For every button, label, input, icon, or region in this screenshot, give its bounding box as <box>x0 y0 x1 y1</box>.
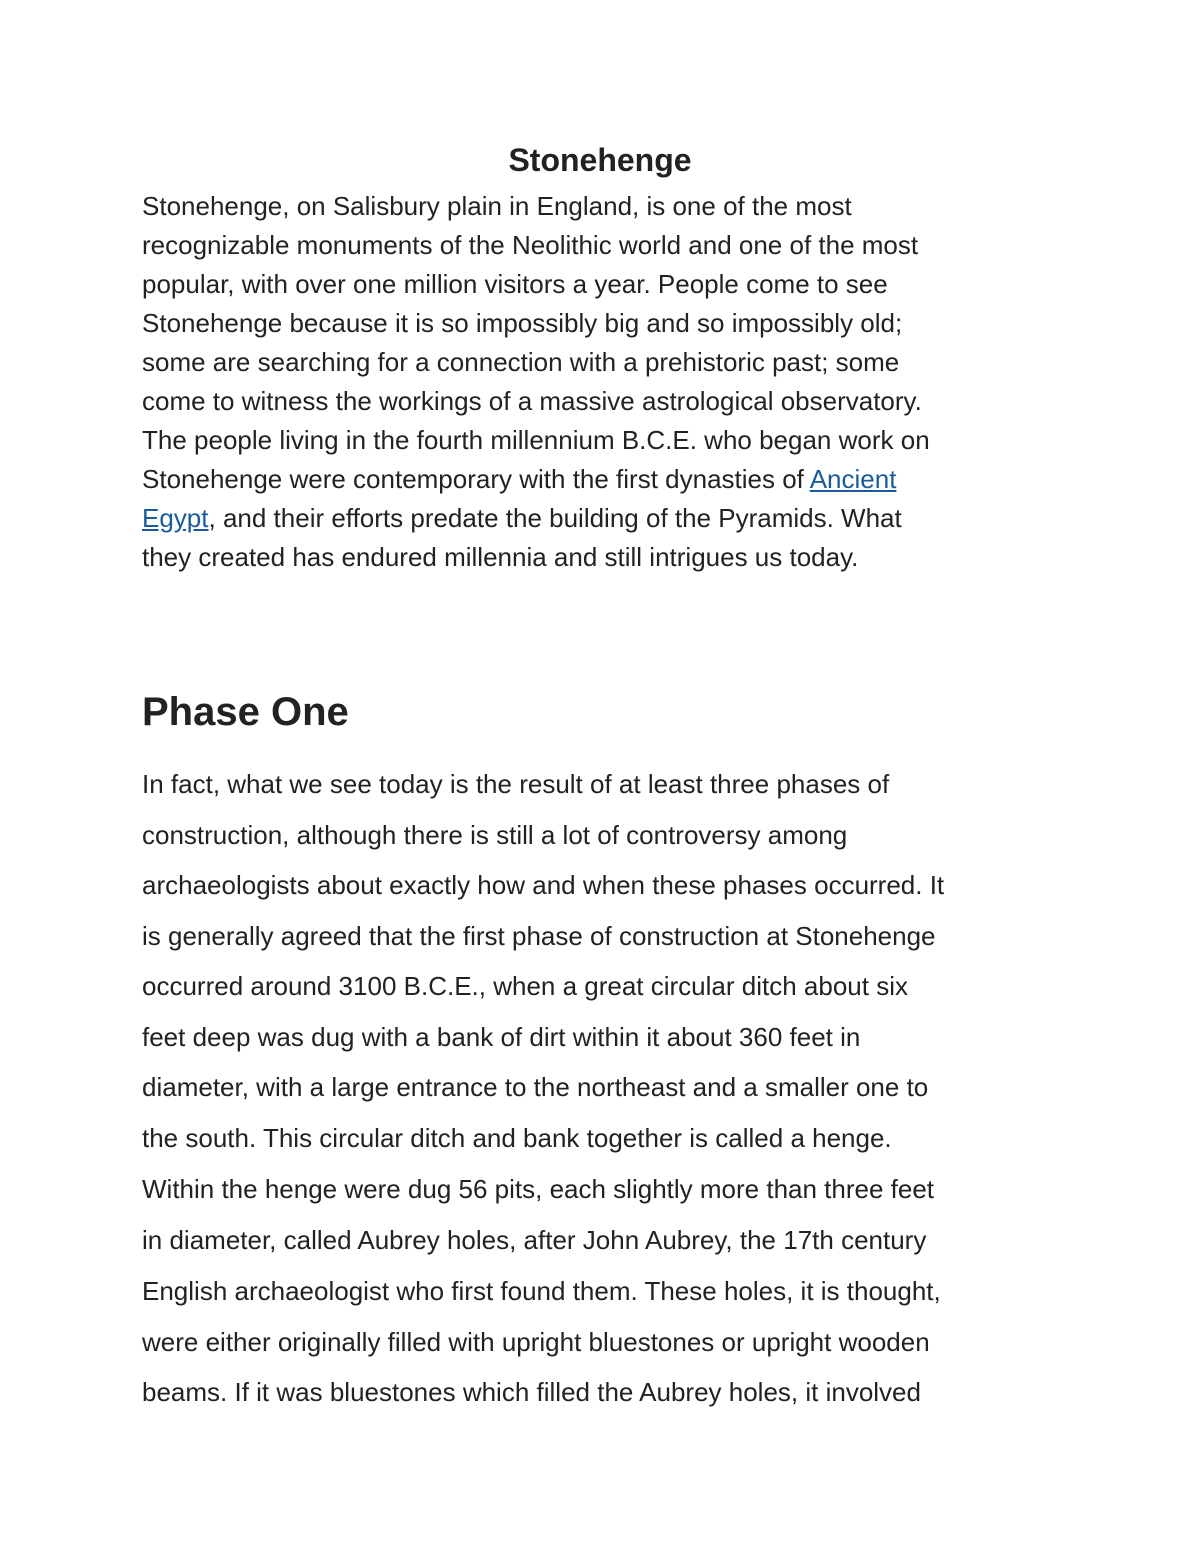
section-line: were either originally filled with upright bluestones or upright wooden <box>142 1327 930 1357</box>
section-line: in diameter, called Aubrey holes, after John Aubrey, the 17th century <box>142 1225 927 1255</box>
intro-line: Stonehenge, on Salisbury plain in England, is one of the most <box>142 191 852 221</box>
section-line: beams. If it was bluestones which filled the Aubrey holes, it involved <box>142 1377 921 1407</box>
section-line: archaeologists about exactly how and when these phases occurred. It <box>142 870 945 900</box>
ancient-egypt-link[interactable]: Ancient <box>809 464 897 494</box>
intro-line: popular, with over one million visitors a year. People come to see <box>142 269 888 299</box>
section-line: feet deep was dug with a bank of dirt within it about 360 feet in <box>142 1022 861 1052</box>
section-line: occurred around 3100 B.C.E., when a great circular ditch about six <box>142 971 908 1001</box>
section-line: construction, although there is still a lot of controversy among <box>142 820 848 850</box>
section-line: In fact, what we see today is the result of at least three phases of <box>142 769 890 799</box>
ancient-egypt-link-continued[interactable]: Egypt <box>142 503 209 533</box>
intro-line <box>142 463 896 495</box>
intro-line: come to witness the workings of a massive astrological observatory. <box>142 386 922 416</box>
document-title: Stonehenge <box>508 142 692 178</box>
section-line: Within the henge were dug 56 pits, each slightly more than three feet <box>142 1174 935 1204</box>
intro-line: some are searching for a connection with a prehistoric past; some <box>142 347 900 377</box>
intro-line: they created has endured millennia and still intrigues us today. <box>142 542 859 572</box>
intro-line: Stonehenge because it is so impossibly big and so impossibly old; <box>142 308 903 338</box>
intro-line: The people living in the fourth millennium B.C.E. who began work on <box>142 425 930 455</box>
section-heading: Phase One <box>142 690 349 734</box>
section-line: is generally agreed that the first phase of construction at Stonehenge <box>142 921 936 951</box>
intro-line: recognizable monuments of the Neolithic world and one of the most <box>142 230 919 260</box>
intro-line-text: , and their efforts predate the building of the Pyramids. What <box>208 503 902 533</box>
section-line: English archaeologist who first found them. These holes, it is thought, <box>142 1276 941 1306</box>
intro-line-text: Stonehenge were contemporary with the first dynasties of <box>142 464 810 494</box>
section-line: diameter, with a large entrance to the northeast and a smaller one to <box>142 1072 929 1102</box>
intro-line <box>142 502 902 534</box>
section-line: the south. This circular ditch and bank together is called a henge. <box>142 1123 892 1153</box>
